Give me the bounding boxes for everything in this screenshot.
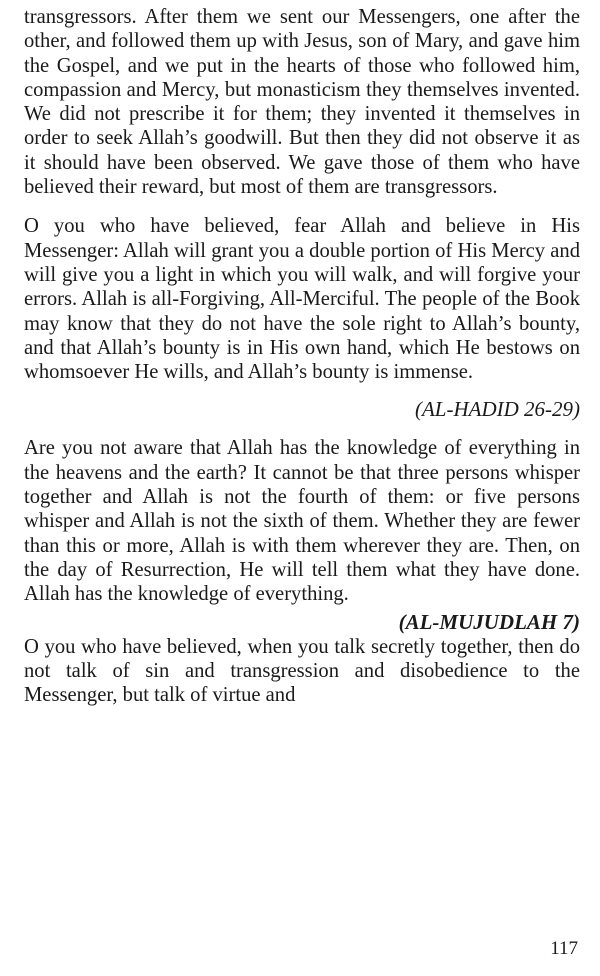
paragraph-al-hadid-believers: O you who have believed, fear Allah and believe in His Messenger: Allah will grant you a double portion of His Mercy and will give you a light in which you will walk, and will forgive your errors. Allah is all-Forgiving, All-Merciful. The people of the Book may know that they do not have the sole right to Allah’s bounty, and that Allah’s bounty is in His own hand, which He bestows on whomsoever He wills, and Allah’s bounty is immense. — [24, 215, 580, 384]
citation-al-mujudlah: (AL-MUJUDLAH 7) — [398, 609, 580, 634]
paragraph-al-mujadlah-secret-talk: O you who have believed, when you talk secretly together, then do not talk of sin and transgression and disobedience to the Messenger, but talk of virtue and — [24, 635, 580, 707]
book-page — [24, 5, 580, 707]
paragraph-al-mujadlah-knowledge: Are you not aware that Allah has the knowledge of everything in the heavens and the earth? It cannot be that three persons whisper together and Allah is not the fourth of them: or five persons whisper and Allah is not the sixth of them. Whether they are fewer than this or more, Allah is with them wherever they are. Then, on the day of Resurrection, He will tell them what they have done. Allah has the knowledge of everything. — [24, 437, 580, 606]
page-number: 117 — [550, 938, 578, 959]
paragraph-al-hadid-continuation: transgressors. After them we sent our Messengers, one after the other, and followed them up with Jesus, son of Mary, and gave him the Gospel, and we put in the hearts of those who followed him, compassion and Mercy, but monasticism they themselves invented. We did not prescribe it for them; they invented it themselves in order to seek Allah’s goodwill. But then they did not observe it as it should have been observed. We gave those of them who have believed their reward, but most of them are transgressors. — [24, 6, 580, 199]
citation-al-hadid: (AL-HADID 26-29) — [414, 397, 580, 422]
